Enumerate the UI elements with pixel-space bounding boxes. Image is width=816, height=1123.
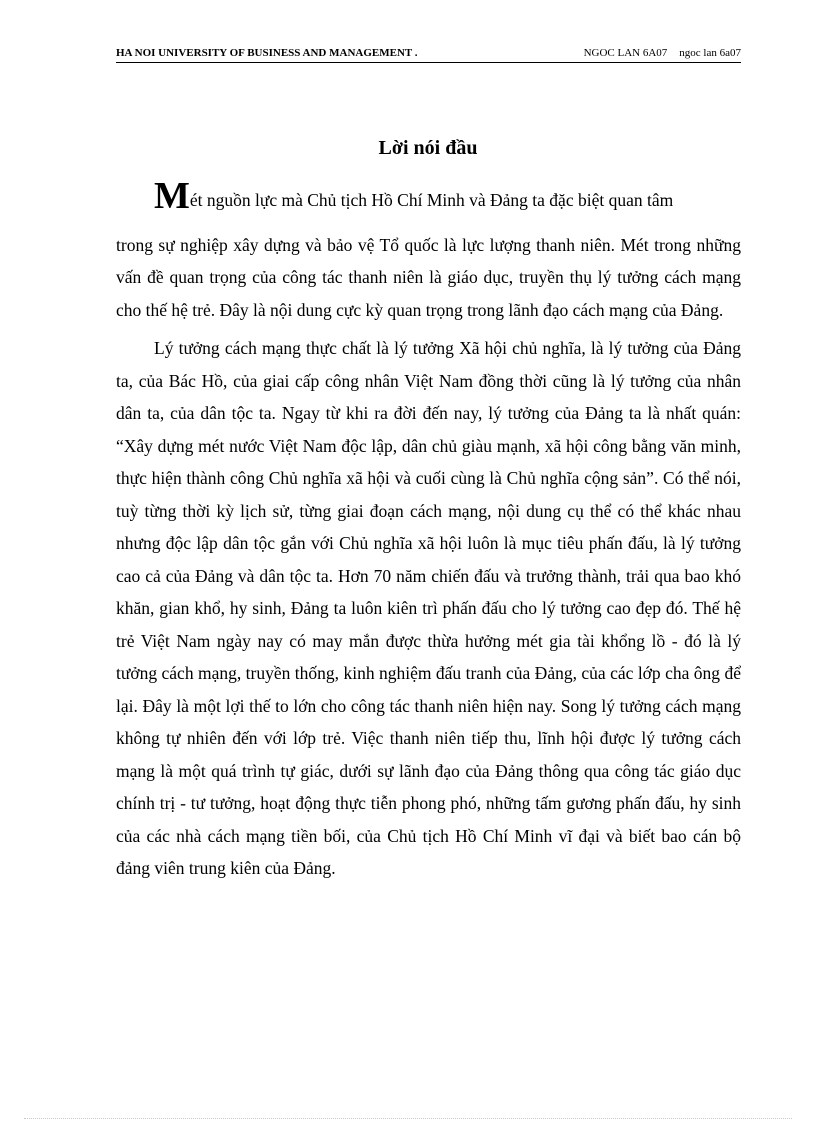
paragraph-1-opening: ét nguồn lực mà Chủ tịch Hồ Chí Minh và Đảng ta đặc biệt quan tâm <box>189 190 674 210</box>
paragraph-2: Lý tưởng cách mạng thực chất là lý tưởng Xã hội chủ nghĩa, là lý tưởng của Đảng ta, của Bác Hồ, của giai cấp công nhân Việt Nam đồng thời cũng là lý tưởng của nhân dân ta, của dân tộc ta. Ngay từ khi ra đời đến nay, lý tưởng của Đảng ta là nhất quán: “Xây dựng mét nước Việt Nam độc lập, dân chủ giàu mạnh, xã hội công bằng văn minh, thực hiện thành công Chủ nghĩa xã hội và cuối cùng là Chủ nghĩa cộng sản”. Có thể nói, tuỳ từng thời kỳ lịch sử, từng giai đoạn cách mạng, nội dung cụ thể có thể khác nhau nhưng độc lập dân tộc gắn với Chủ nghĩa xã hội luôn là mục tiêu phấn đấu, là lý tưởng cao cả của Đảng và dân tộc ta. Hơn 70 năm chiến đấu và trưởng thành, trải qua bao khó khăn, gian khổ, hy sinh, Đảng ta luôn kiên trì phấn đấu cho lý tưởng cao đẹp đó. Thế hệ trẻ Việt Nam ngày nay có may mắn được thừa hưởng mét gia tài khổng lồ - đó là lý tưởng cách mạng, truyền thống, kinh nghiệm đấu tranh của Đảng, của các lớp cha ông để lại. Đây là một lợi thế to lớn cho công tác thanh niên hiện nay. Song lý tưởng cách mạng không tự nhiên đến với lớp trẻ. Việc thanh niên tiếp thu, lĩnh hội được lý tưởng cách mạng là một quá trình tự giác, dưới sự lãnh đạo của Đảng thông qua công tác giáo dục chính trị - tư tưởng, hoạt động thực tiễn phong phó, những tấm gương phấn đấu, hy sinh của các nhà cách mạng tiền bối, của Chủ tịch Hồ Chí Minh vĩ đại và biết bao cán bộ đảng viên trung kiên của Đảng. <box>116 338 741 878</box>
header-author-code: NGOC LAN 6A07 <box>583 47 668 59</box>
paragraph-1-rest: trong sự nghiệp xây dựng và bảo vệ Tổ quốc là lực lượng thanh niên. Mét trong những vấn đề quan trọng của công tác thanh niên là giáo dục, truyền thụ lý tưởng cách mạng cho thế hệ trẻ. Đây là nội dung cực kỳ quan trọng trong lãnh đạo cách mạng của Đảng. <box>116 234 741 320</box>
document-body <box>116 175 741 885</box>
page-bottom-divider <box>24 1118 792 1119</box>
page-title: Lời nói đầu <box>378 137 478 159</box>
header-university: HA NOI UNIVERSITY OF BUSINESS AND MANAGEMENT . <box>116 47 418 59</box>
header-author-name: ngoc lan 6a07 <box>679 47 741 59</box>
paragraph-1-first-line <box>116 175 741 217</box>
page-header <box>116 46 741 63</box>
header-author <box>584 47 741 59</box>
drop-cap: M <box>154 175 190 217</box>
